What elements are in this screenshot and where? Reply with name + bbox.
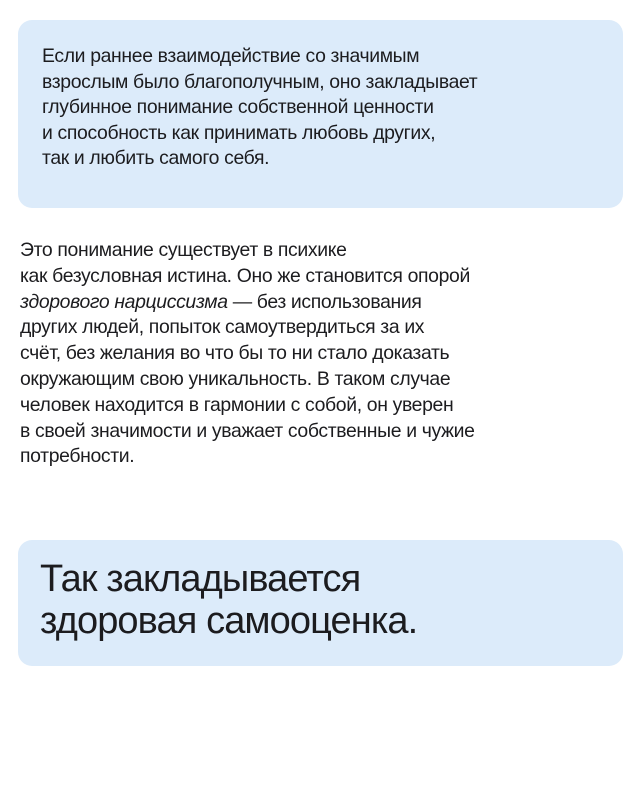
body-line: как безусловная истина. Оно же становится опорой [20, 264, 470, 287]
body-line: других людей, попыток самоутвердиться за их [20, 316, 425, 339]
intro-text [42, 44, 603, 172]
intro-line: и способность как принимать любовь других, [42, 121, 436, 144]
conclusion-line: здоровая самооценка. [40, 600, 418, 642]
body-paragraph [20, 238, 624, 470]
intro-line: так и любить самого себя. [42, 147, 270, 169]
body-line: счёт, без желания во что бы то ни стало доказать [20, 342, 450, 365]
body-line: Это понимание существует в психике [20, 239, 347, 261]
conclusion-card [18, 540, 623, 666]
conclusion-line: Так закладывается [40, 558, 361, 600]
conclusion-heading [40, 558, 603, 642]
body-line: потребности. [20, 445, 135, 468]
intro-line: глубинное понимание собственной ценности [42, 96, 434, 118]
body-line: — без использования [227, 290, 422, 313]
body-line: окружающим свою уникальность. В таком случае [20, 367, 451, 390]
healthy-narcissism-term: здорового нарциссизма [20, 290, 228, 313]
intro-card [18, 20, 623, 208]
intro-line: взрослым было благополучным, оно закладывает [42, 70, 478, 93]
intro-line: Если раннее взаимодействие со значимым [42, 45, 420, 67]
body-line: в своей значимости и уважает собственные и чужие [20, 419, 475, 442]
body-line: человек находится в гармонии с собой, он уверен [20, 393, 454, 416]
